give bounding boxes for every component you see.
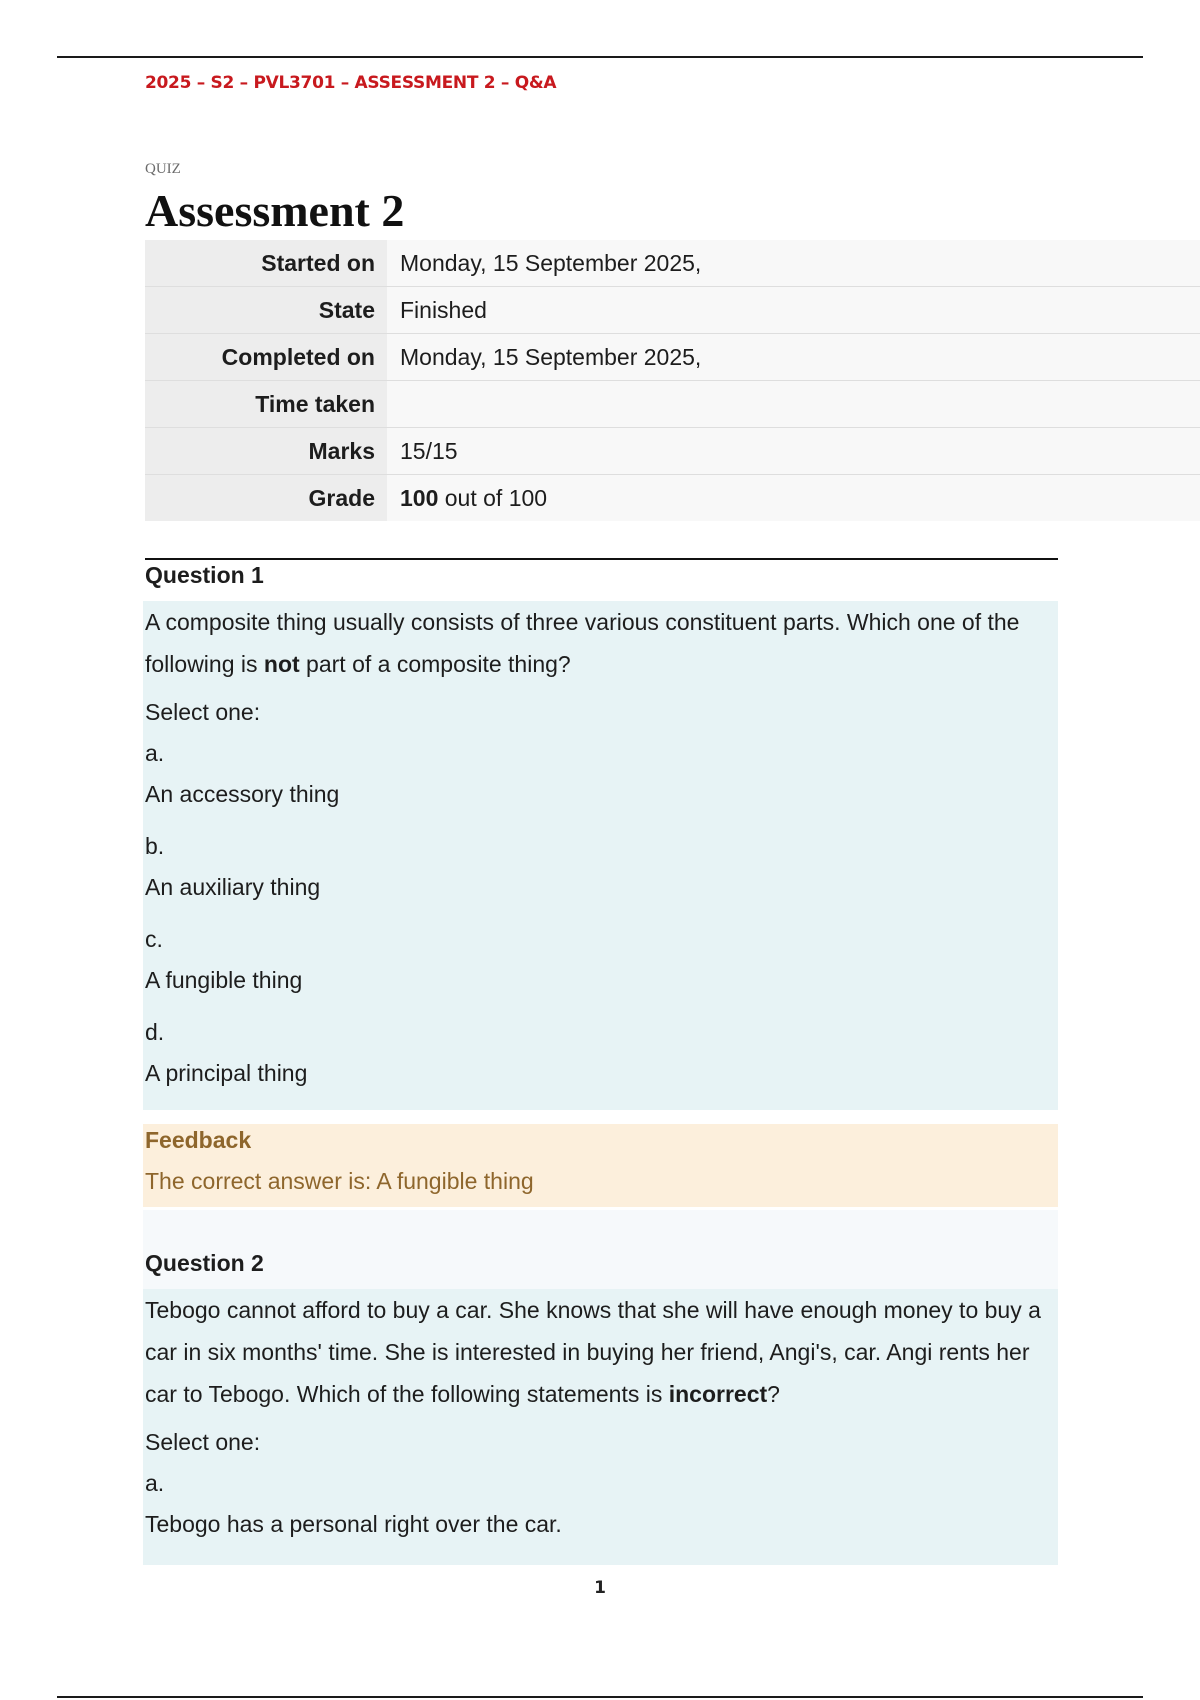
summary-value: Finished: [387, 287, 1200, 334]
select-one-label: Select one:: [145, 699, 261, 725]
grade-score: 100: [400, 484, 439, 511]
summary-label: Completed on: [145, 334, 387, 381]
summary-value: 15/15: [387, 428, 1200, 475]
summary-value: Monday, 15 September 2025,: [387, 334, 1200, 381]
footer-rule: [57, 1696, 1143, 1698]
summary-label: Started on: [145, 240, 387, 287]
feedback-heading: Feedback: [145, 1127, 252, 1153]
summary-label: Marks: [145, 428, 387, 475]
grade-suffix: out of 100: [438, 484, 548, 511]
option-b[interactable]: An auxiliary thing: [145, 874, 321, 900]
question-1-heading: Question 1: [145, 562, 264, 588]
summary-value: Monday, 15 September 2025,: [387, 240, 1200, 287]
summary-row-marks: [145, 428, 1200, 475]
summary-row-completed: [145, 334, 1200, 381]
summary-label: Time taken: [145, 381, 387, 428]
feedback-text: The correct answer is: A fungible thing: [145, 1168, 534, 1194]
question-divider: [145, 558, 1058, 560]
option-c[interactable]: A fungible thing: [145, 967, 303, 993]
option-a-letter: a.: [145, 740, 165, 766]
summary-label: State: [145, 287, 387, 334]
option-c-letter: c.: [145, 926, 163, 952]
page-number: 1: [594, 1578, 606, 1598]
question-2-body: [143, 1289, 1058, 1565]
summary-row-state: [145, 287, 1200, 334]
summary-row-grade: [145, 475, 1200, 522]
option-b-letter: b.: [145, 833, 165, 859]
question-1-body: [143, 601, 1058, 1110]
question-2-heading: Question 2: [145, 1250, 264, 1276]
option-a[interactable]: An accessory thing: [145, 781, 340, 807]
attempt-summary-table: [145, 240, 1200, 521]
summary-value: [387, 475, 1200, 522]
summary-row-time-taken: [145, 381, 1200, 428]
quiz-label: QUIZ: [145, 161, 181, 177]
summary-value: [387, 381, 1200, 428]
summary-label: Grade: [145, 475, 387, 522]
option-d[interactable]: A principal thing: [145, 1060, 308, 1086]
question-1-text: A composite thing usually consists of three various constituent parts. Which one of the following is not part of a composite thing?: [145, 609, 1020, 677]
page-title: Assessment 2: [145, 185, 405, 236]
question-2-text: Tebogo cannot afford to buy a car. She knows that she will have enough money to buy a car in six months' time. She is interested in buying her friend, Angi's, car. Angi rents her car to Tebogo. Which of the following statements is incorrect?: [145, 1297, 1041, 1407]
option-d-letter: d.: [145, 1019, 165, 1045]
summary-row-started: [145, 240, 1200, 287]
document-header: 2025 – S2 – PVL3701 – ASSESSMENT 2 – Q&A: [145, 73, 557, 93]
question-1-feedback: [143, 1124, 1058, 1207]
option-a-letter: a.: [145, 1470, 165, 1496]
header-rule: [57, 56, 1143, 58]
select-one-label: Select one:: [145, 1429, 261, 1455]
option-a[interactable]: Tebogo has a personal right over the car.: [145, 1511, 562, 1537]
